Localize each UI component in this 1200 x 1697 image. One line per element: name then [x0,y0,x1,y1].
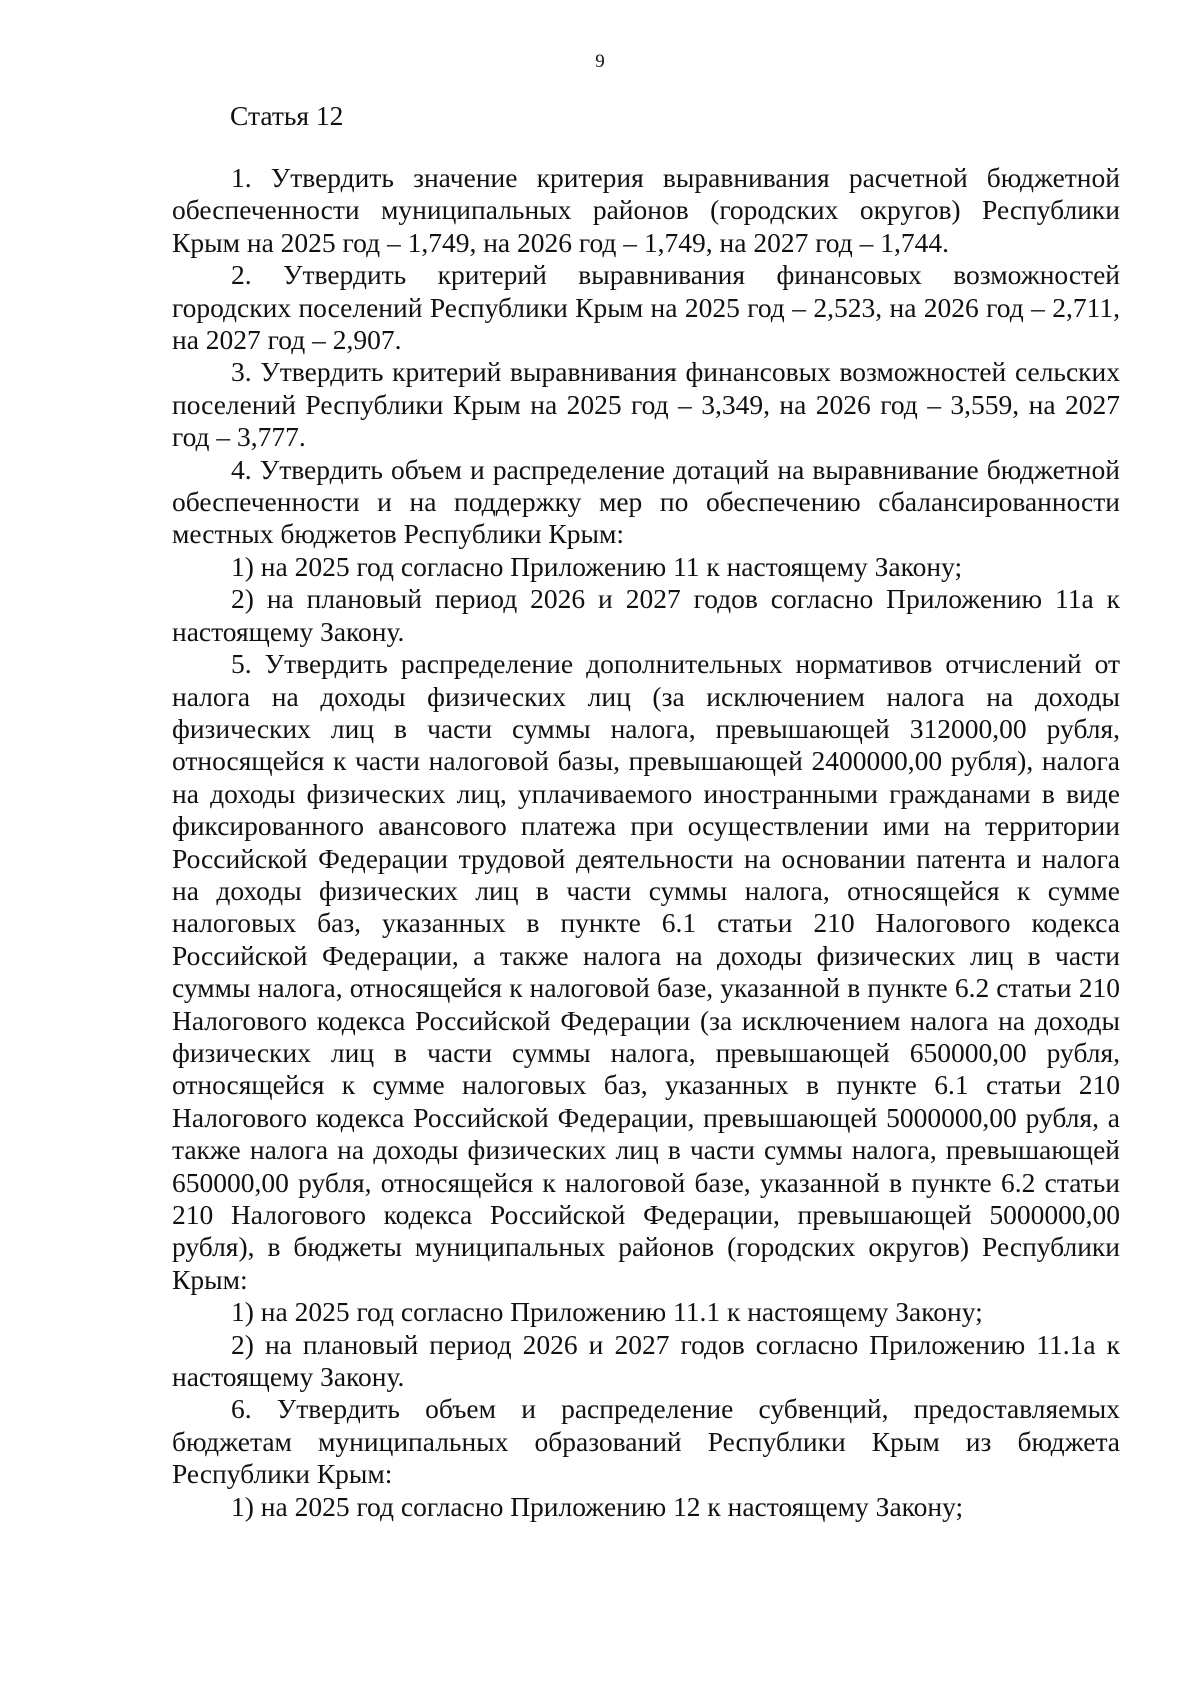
paragraph-subitem-5-2: 2) на плановый период 2026 и 2027 годов согласно Приложению 11.1а к настоящему Закону. [172,1328,1120,1393]
page-number: 9 [595,51,605,72]
paragraph-subitem-4-1: 1) на 2025 год согласно Приложению 11 к настоящему Закону; [231,550,963,582]
paragraph-item-2: 2. Утвердить критерий выравнивания финансовых возможностей городских поселений Республики Крым на 2025 год – 2,523, на 2026 год – 2,711, на 2027 год – 2,907. [172,259,1120,356]
article-body [172,162,1120,1523]
paragraph-item-1: 1. Утвердить значение критерия выравнивания расчетной бюджетной обеспеченности муниципальных районов (городских округов) Республики Крым на 2025 год – 1,749, на 2026 год – 1,749, на 2027 год – 1,744. [172,162,1120,258]
paragraph-item-5: 5. Утвердить распределение дополнительных нормативов отчислений от налога на доходы физических лиц (за исключением налога на доходы физических лиц в части суммы налога, превышающей 312000,00 рубля, относящейся к части налоговой базы, превышающей 2400000,00 рубля), налога на доходы физических лиц, уплачиваемого иностранными гражданами в виде фиксированного авансового платежа при осуществлении ими на территории Российской Федерации трудовой деятельности на основании патента и налога на доходы физических лиц в части суммы налога, относящейся к сумме налоговых баз, указанных в пункте 6.1 статьи 210 Налогового кодекса Российской Федерации, а также налога на доходы физических лиц в части суммы налога, относящейся к налоговой базе, указанной в пункте 6.2 статьи 210 Налогового кодекса Российской Федерации (за исключением налога на доходы физических лиц в части суммы налога, превышающей 650000,00 рубля, относящейся к сумме налоговых баз, указанных в пункте 6.1 статьи 210 Налогового кодекса Российской Федерации, превышающей 5000000,00 рубля, а также налога на доходы физических лиц в части суммы налога, превышающей 650000,00 рубля, относящейся к налоговой базе, указанной в пункте 6.2 статьи 210 Налогового кодекса Российской Федерации, превышающей 5000000,00 рубля), в бюджеты муниципальных районов (городских округов) Республики Крым: [172,648,1120,1295]
paragraph-item-6: 6. Утвердить объем и распределение субвенций, предоставляемых бюджетам муниципальных образований Республики Крым из бюджета Республики Крым: [172,1393,1120,1490]
article-title: Статья 12 [230,100,344,131]
paragraph-subitem-5-1: 1) на 2025 год согласно Приложению 11.1 к настоящему Закону; [231,1296,983,1328]
paragraph-item-3: 3. Утвердить критерий выравнивания финансовых возможностей сельских поселений Республики Крым на 2025 год – 3,349, на 2026 год – 3,559, на 2027 год – 3,777. [172,356,1120,453]
paragraph-subitem-4-2: 2) на плановый период 2026 и 2027 годов согласно Приложению 11а к настоящему Закону. [172,583,1120,647]
paragraph-item-4: 4. Утвердить объем и распределение дотаций на выравнивание бюджетной обеспеченности и на поддержку мер по обеспечению сбалансированности местных бюджетов Республики Крым: [172,453,1120,550]
paragraph-subitem-6-1: 1) на 2025 год согласно Приложению 12 к настоящему Закону; [231,1490,964,1522]
